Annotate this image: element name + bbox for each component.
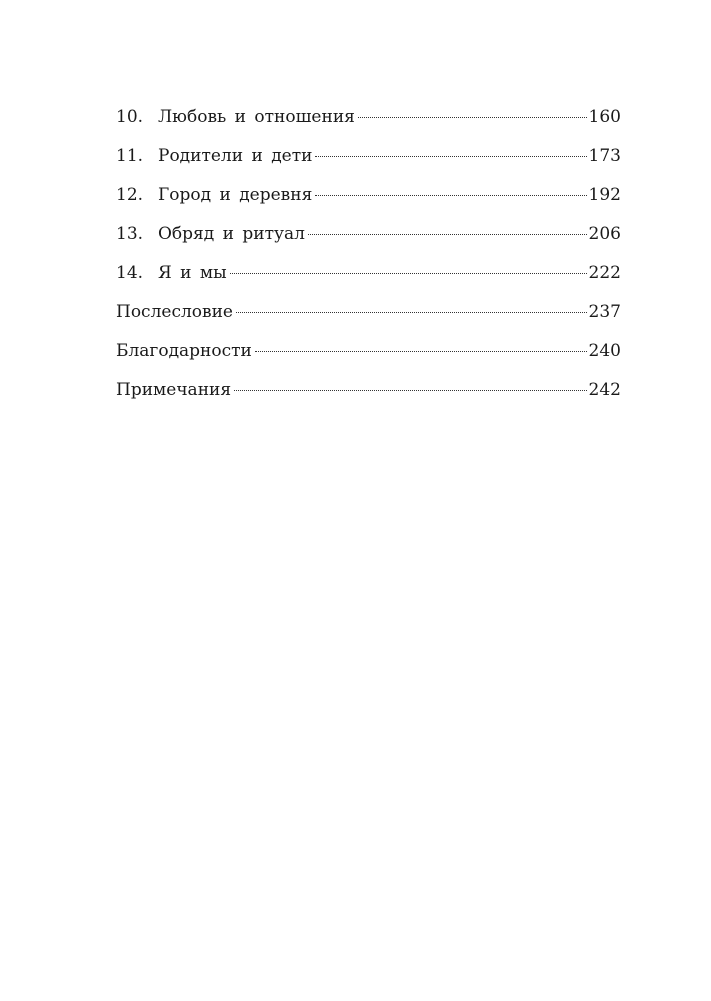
toc-entry-page: 160 bbox=[588, 107, 621, 127]
dot-leader bbox=[234, 390, 586, 391]
dot-leader bbox=[230, 273, 587, 274]
toc-entry-page: 240 bbox=[588, 341, 621, 361]
toc-entry bbox=[116, 371, 621, 410]
toc-entry-page: 173 bbox=[588, 146, 621, 166]
toc-entry-title: Город и деревня bbox=[158, 185, 313, 205]
toc-entry-number: 12. bbox=[116, 185, 144, 205]
toc-entry-number: 14. bbox=[116, 263, 144, 283]
toc-entry-page: 192 bbox=[588, 185, 621, 205]
toc-entry bbox=[116, 254, 621, 293]
toc-entry bbox=[116, 332, 621, 371]
dot-leader bbox=[236, 312, 587, 313]
dot-leader bbox=[315, 156, 586, 157]
toc-entry bbox=[116, 293, 621, 332]
table-of-contents bbox=[116, 98, 621, 410]
toc-entry bbox=[116, 137, 621, 176]
toc-entry-title: Примечания bbox=[116, 380, 232, 400]
toc-entry-number: 10. bbox=[116, 107, 144, 127]
toc-entry-page: 222 bbox=[588, 263, 621, 283]
dot-leader bbox=[315, 195, 586, 196]
toc-entry-page: 237 bbox=[588, 302, 621, 322]
dot-leader bbox=[358, 117, 587, 118]
toc-entry-title: Я и мы bbox=[158, 263, 227, 283]
toc-entry-title: Обряд и ритуал bbox=[158, 224, 305, 244]
toc-entry-page: 242 bbox=[588, 380, 621, 400]
toc-entry-title: Любовь и отношения bbox=[158, 107, 355, 127]
toc-entry-page: 206 bbox=[588, 224, 621, 244]
toc-entry-title: Послесловие bbox=[116, 302, 233, 322]
toc-entry bbox=[116, 98, 621, 137]
toc-entry bbox=[116, 176, 621, 215]
toc-entry-title: Благодарности bbox=[116, 341, 252, 361]
dot-leader bbox=[308, 234, 587, 235]
toc-entry-number: 11. bbox=[116, 146, 144, 166]
toc-entry bbox=[116, 215, 621, 254]
dot-leader bbox=[255, 351, 587, 352]
toc-entry-number: 13. bbox=[116, 224, 144, 244]
toc-entry-title: Родители и дети bbox=[158, 146, 313, 166]
